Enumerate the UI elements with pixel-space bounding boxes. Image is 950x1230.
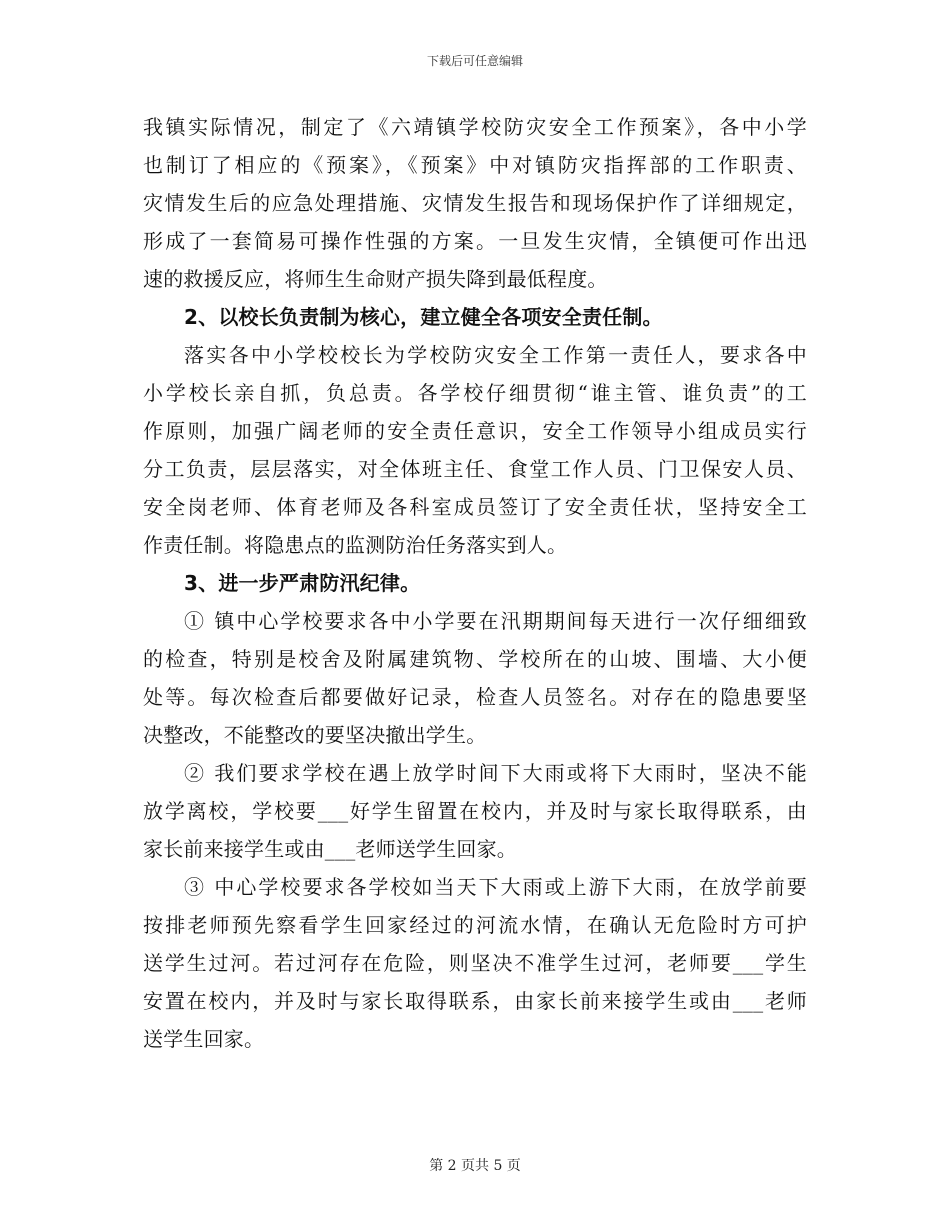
text-line: 安置在校内，并及时与家长取得联系，由家长前来接学生或由___老师 <box>143 989 807 1013</box>
text-line: 落实各中小学校校长为学校防灾安全工作第一责任人，要求各中 <box>184 343 807 367</box>
text-line: 的检查，特别是校舍及附属建筑物、学校所在的山坡、围墙、大小便 <box>143 647 807 671</box>
text-line: 送学生回家。 <box>143 1027 265 1051</box>
text-line: 作责任制。将隐患点的监测防治任务落实到人。 <box>143 533 568 557</box>
text-line: ① 镇中心学校要求各中小学要在汛期期间每天进行一次仔细细致 <box>184 609 807 633</box>
text-line: 小学校长亲自抓，负总责。各学校仔细贯彻“谁主管、谁负责”的工 <box>143 381 807 405</box>
text-line: 处等。每次检查后都要做好记录，检查人员签名。对存在的隐患要坚 <box>143 685 807 709</box>
text-line: 决整改，不能整改的要坚决撤出学生。 <box>143 723 487 747</box>
text-line: 送学生过河。若过河存在危险，则坚决不准学生过河，老师要___学生 <box>143 951 807 975</box>
page-footer: 第 2 页共 5 页 <box>429 1158 521 1174</box>
paragraph <box>143 108 807 298</box>
paragraph <box>143 754 807 868</box>
heading-line: 2、以校长负责制为核心，建立健全各项安全责任制。 <box>184 305 663 329</box>
paragraph <box>143 602 807 754</box>
text-line: 灾情发生后的应急处理措施、灾情发生报告和现场保护作了详细规定， <box>143 191 807 215</box>
text-line: 也制订了相应的《预案》，《预案》中对镇防灾指挥部的工作职责、 <box>143 153 807 177</box>
paragraph <box>143 336 807 564</box>
text-line: 形成了一套简易可操作性强的方案。一旦发生灾情，全镇便可作出迅 <box>143 229 807 253</box>
text-line: 家长前来接学生或由___老师送学生回家。 <box>143 837 517 861</box>
section-heading <box>143 298 807 336</box>
text-line: 安全岗老师、体育老师及各科室成员签订了安全责任状，坚持安全工 <box>143 495 807 519</box>
document-body <box>143 108 807 1058</box>
text-line: ③ 中心学校要求各学校如当天下大雨或上游下大雨，在放学前要 <box>184 875 807 899</box>
text-line: ② 我们要求学校在遇上放学时间下大雨或将下大雨时，坚决不能 <box>184 761 807 785</box>
text-line: 按排老师预先察看学生回家经过的河流水情，在确认无危险时方可护 <box>143 913 807 937</box>
text-line: 分工负责，层层落实，对全体班主任、食堂工作人员、门卫保安人员、 <box>143 457 807 481</box>
heading-line: 3、进一步严肃防汛纪律。 <box>184 571 421 595</box>
section-heading <box>143 564 807 602</box>
text-line: 作原则，加强广阔老师的安全责任意识，安全工作领导小组成员实行 <box>143 419 807 443</box>
text-line: 放学离校，学校要___好学生留置在校内，并及时与家长取得联系，由 <box>143 799 807 823</box>
page-header: 下载后可任意编辑 <box>426 54 523 68</box>
text-line: 我镇实际情况，制定了《六靖镇学校防灾安全工作预案》，各中小学 <box>143 115 807 139</box>
paragraph <box>143 868 807 1058</box>
text-line: 速的救援反应，将师生生命财产损失降到最低程度。 <box>143 267 608 291</box>
